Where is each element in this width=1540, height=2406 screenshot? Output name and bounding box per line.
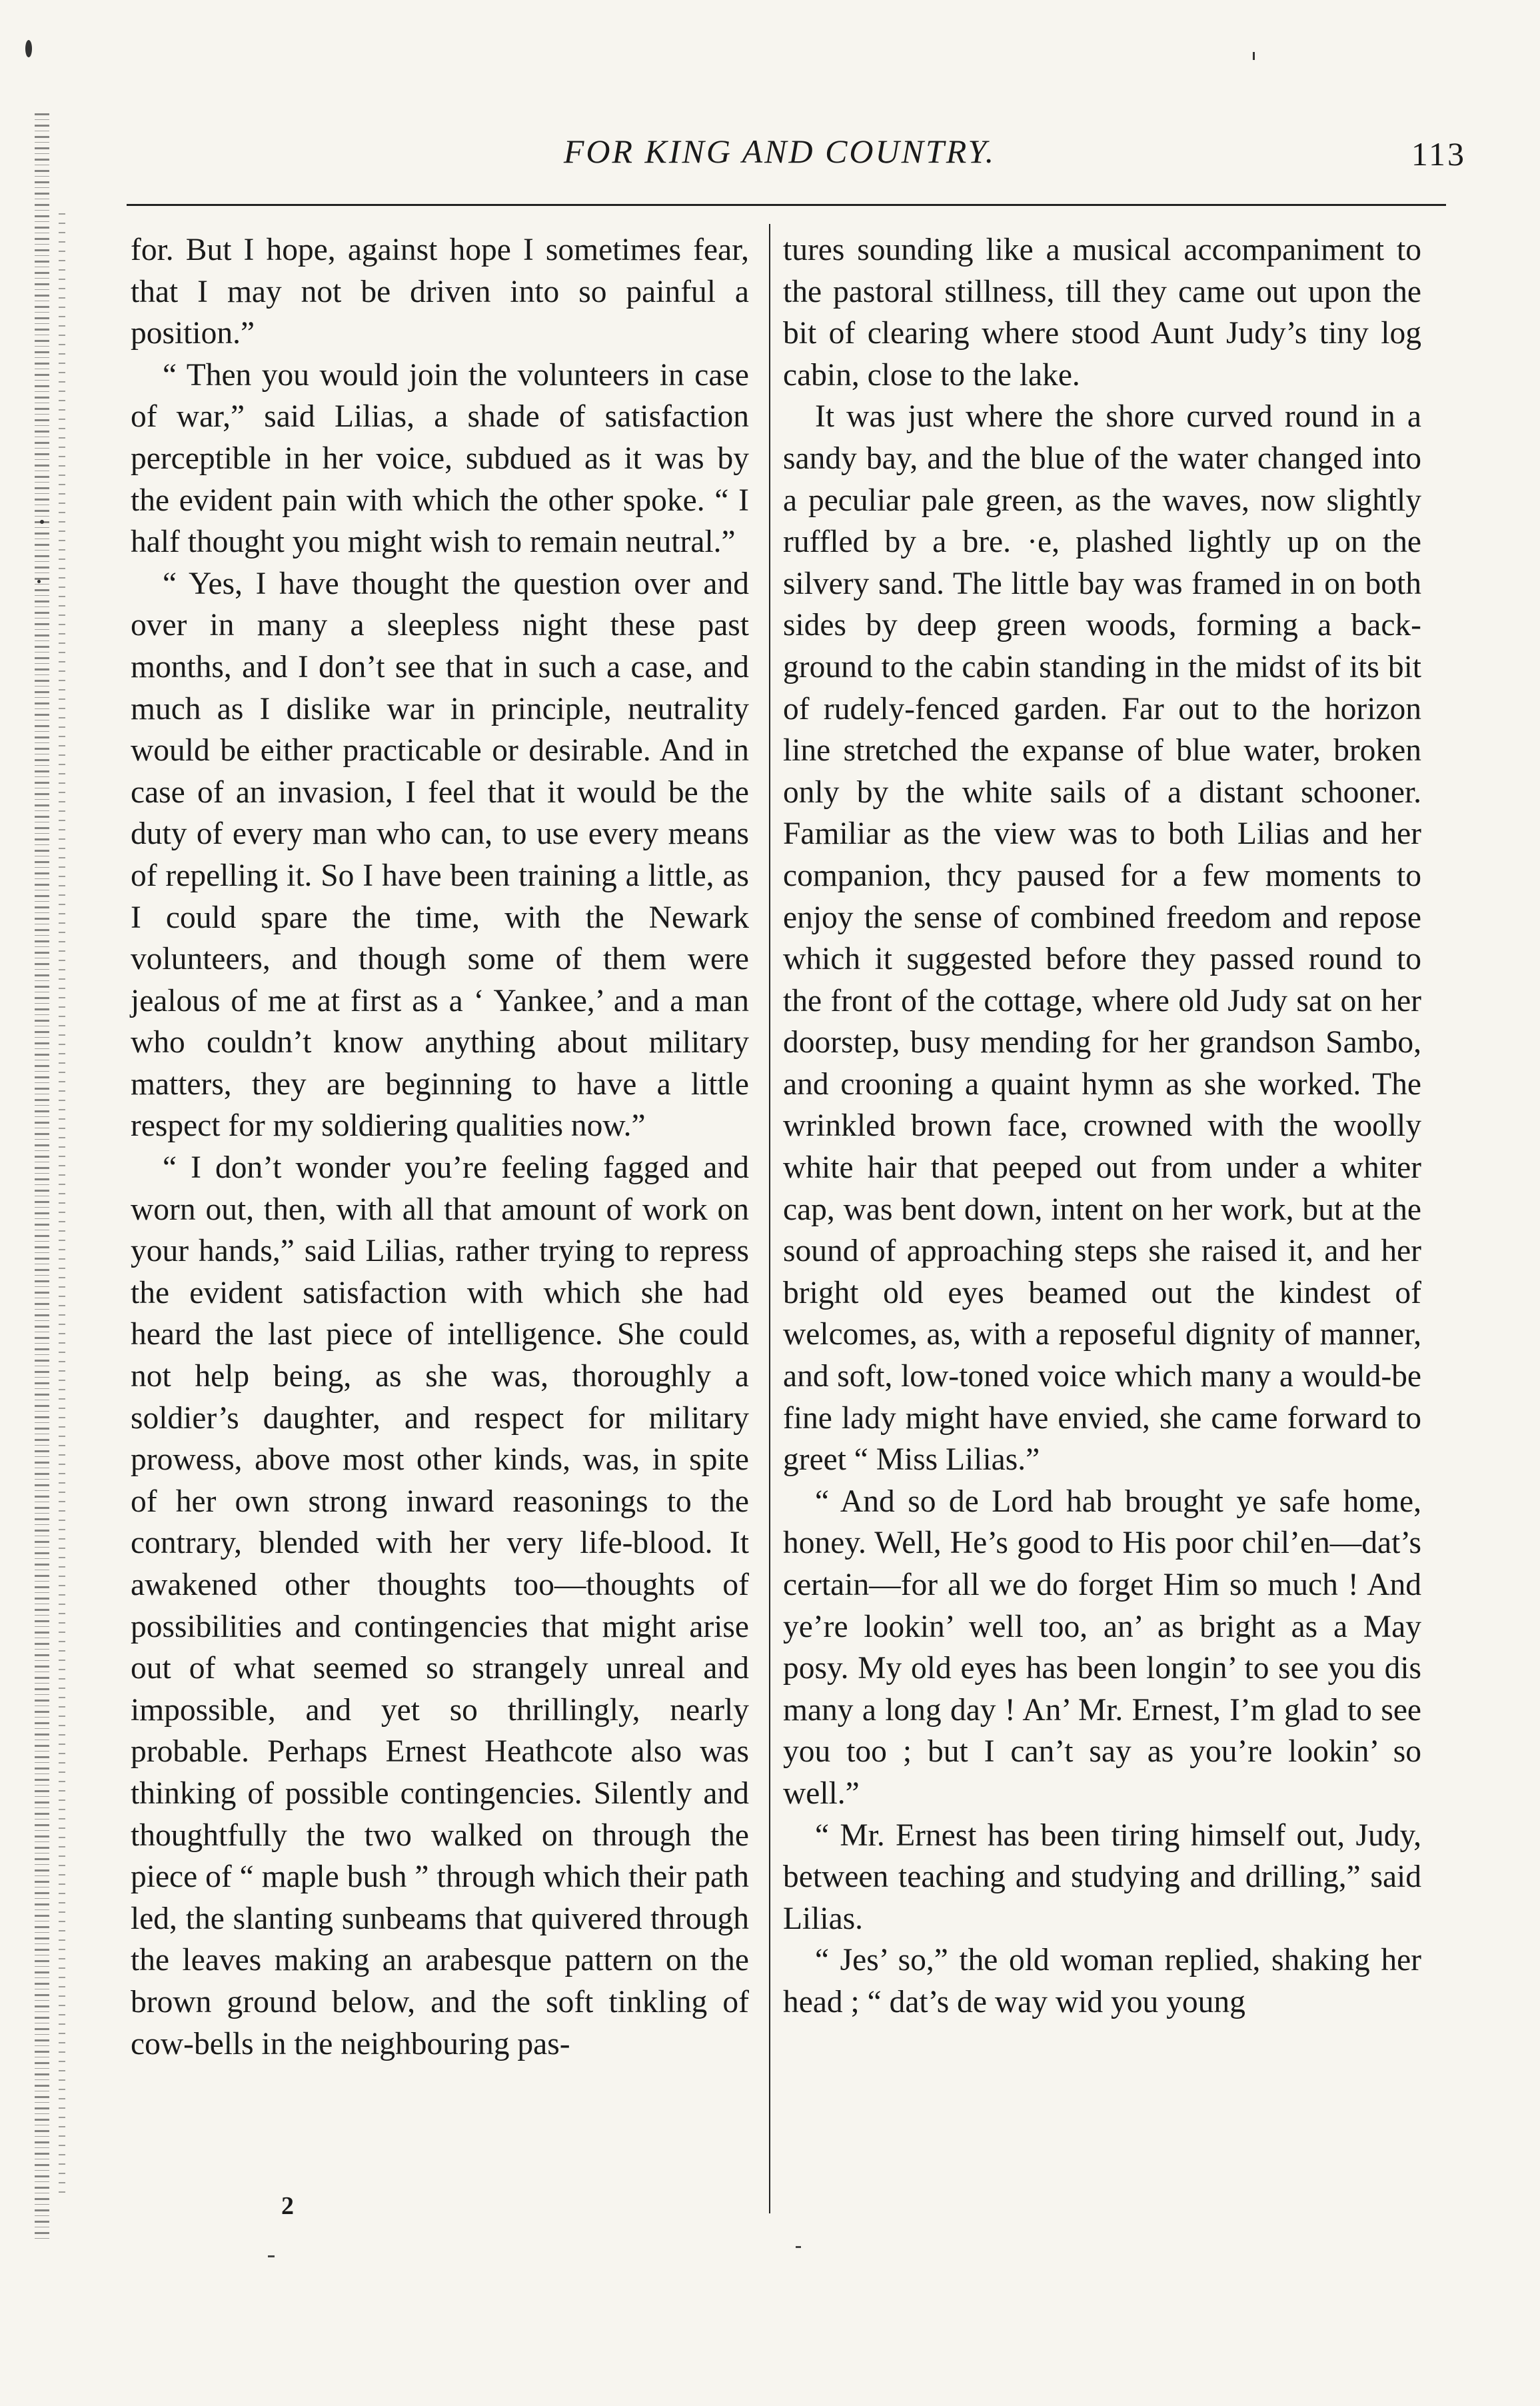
paragraph: “ I don’t wonder you’re feeling fagged and worn out, then, with all that amount of work on your hands,” said Lilias, rather trying to repress the evident satisfaction with which she had heard the last piece of intelligence. She could not help being, as she was, thoroughly a soldier’s daughter, and respect for military prowess, above most other kinds, was, in spite of her own strong inward reasonings to the contrary, blended with her very life-blood. It awakened other thoughts too—thoughts of possibilities and contingencies that might arise out of what seemed so strangely unreal and impossible, and yet so thrillingly, nearly probable. Perhaps Ernest Heathcote also was thinking of possible contingencies. Silently and thoughtfully the two walked on through the piece of “ maple bush ” through which their path led, the slanting sunbeams that quivered through the leaves making an arabesque pattern on the brown ground below, and the soft tinkling of cow-bells in the neighbouring pas- xyxy=(131,1150,749,2061)
binding-edge xyxy=(35,113,49,2239)
scan-mark xyxy=(796,2246,801,2248)
scan-speck xyxy=(25,40,32,57)
paragraph: “ Yes, I have thought the question over and over in many a sleepless night these past months, and I don’t see that in such a case, and much as I dislike war in principle, neutrality would be either practicable or desirable. And in case of an invasion, I feel that it would be the duty of every man who can, to use every means of repelling it. So I have been training a little, as I could spare the time, with the Newark volunteers, and though some of them were jealous of me at first as a ‘ Yankee,’ and a man who couldn’t know anything about military matters, they are beginning to have a little respect for my soldiering qualities now.” xyxy=(131,566,749,1144)
binding-edge-shadow xyxy=(59,213,65,2199)
scan-speck xyxy=(40,520,44,524)
scan-mark xyxy=(1253,52,1255,60)
paragraph: “ Mr. Ernest has been tiring himself out, Judy, between teaching and studying and drilling,” said Lilias. xyxy=(783,1817,1421,1936)
right-column xyxy=(783,229,1421,2023)
paragraph: for. But I hope, against hope I sometimes fear, that I may not be driven into so painful a position.” xyxy=(131,233,749,351)
scan-speck xyxy=(37,580,41,583)
column-divider xyxy=(769,224,770,2213)
running-title: FOR KING AND COUNTRY. xyxy=(563,133,996,170)
left-column xyxy=(131,229,749,2065)
paragraph: “ Jes’ so,” the old woman replied, shaking her head ; “ dat’s de way wid you young xyxy=(783,1943,1421,2019)
paragraph: “ Then you would join the volunteers in case of war,” said Lilias, a shade of satisfaction perceptible in her voice, subdued as it was by the evident pain with which the other spoke. “ I half thought you might wish to remain neutral.” xyxy=(131,357,749,560)
scan-mark xyxy=(268,2255,275,2257)
page-number: 113 xyxy=(1411,135,1466,173)
header-rule xyxy=(127,204,1446,206)
page-header xyxy=(133,132,1466,185)
signature-mark: 2 xyxy=(281,2192,294,2220)
paragraph: It was just where the shore curved round in a sandy bay, and the blue of the water changed into a peculiar pale green, as the waves, now slightly ruffled by a bre. ·e, plashed lightly up on the silvery sand. The little bay was framed in on both sides by deep green woods, forming a back-ground to the cabin standing in the midst of its bit of rudely-fenced garden. Far out to the horizon line stretched the expanse of blue water, broken only by the white sails of a distant schooner. Familiar as the view was to both Lilias and her companion, thcy paused for a few moments to enjoy the sense of combined freedom and repose which it suggested before they passed round to the front of the cottage, where old Judy sat on her doorstep, busy mending for her grandson Sambo, and crooning a quaint hymn as she worked. The wrinkled brown face, crowned with the woolly white hair that peeped out from under a whiter cap, was bent down, intent on her work, but at the sound of approaching steps she raised it, and her bright old eyes beamed out the kindest of welcomes, as, with a reposeful dignity of manner, and soft, low-toned voice which many a would-be fine lady might have envied, she came forward to greet “ Miss Lilias.” xyxy=(783,399,1421,1478)
paragraph: tures sounding like a musical accompaniment to the pastoral stillness, till they came out upon the bit of clearing where stood Aunt Judy’s tiny log cabin, close to the lake. xyxy=(783,233,1421,393)
paragraph: “ And so de Lord hab brought ye safe home, honey. Well, He’s good to His poor chil’en—dat’s certain—for all we do forget Him so much ! And ye’re lookin’ well too, an’ as bright as a May posy. My old eyes has been longin’ to see you dis many a long day ! An’ Mr. Ernest, I’m glad to see you too ; but I can’t say as you’re lookin’ so well.” xyxy=(783,1484,1421,1811)
